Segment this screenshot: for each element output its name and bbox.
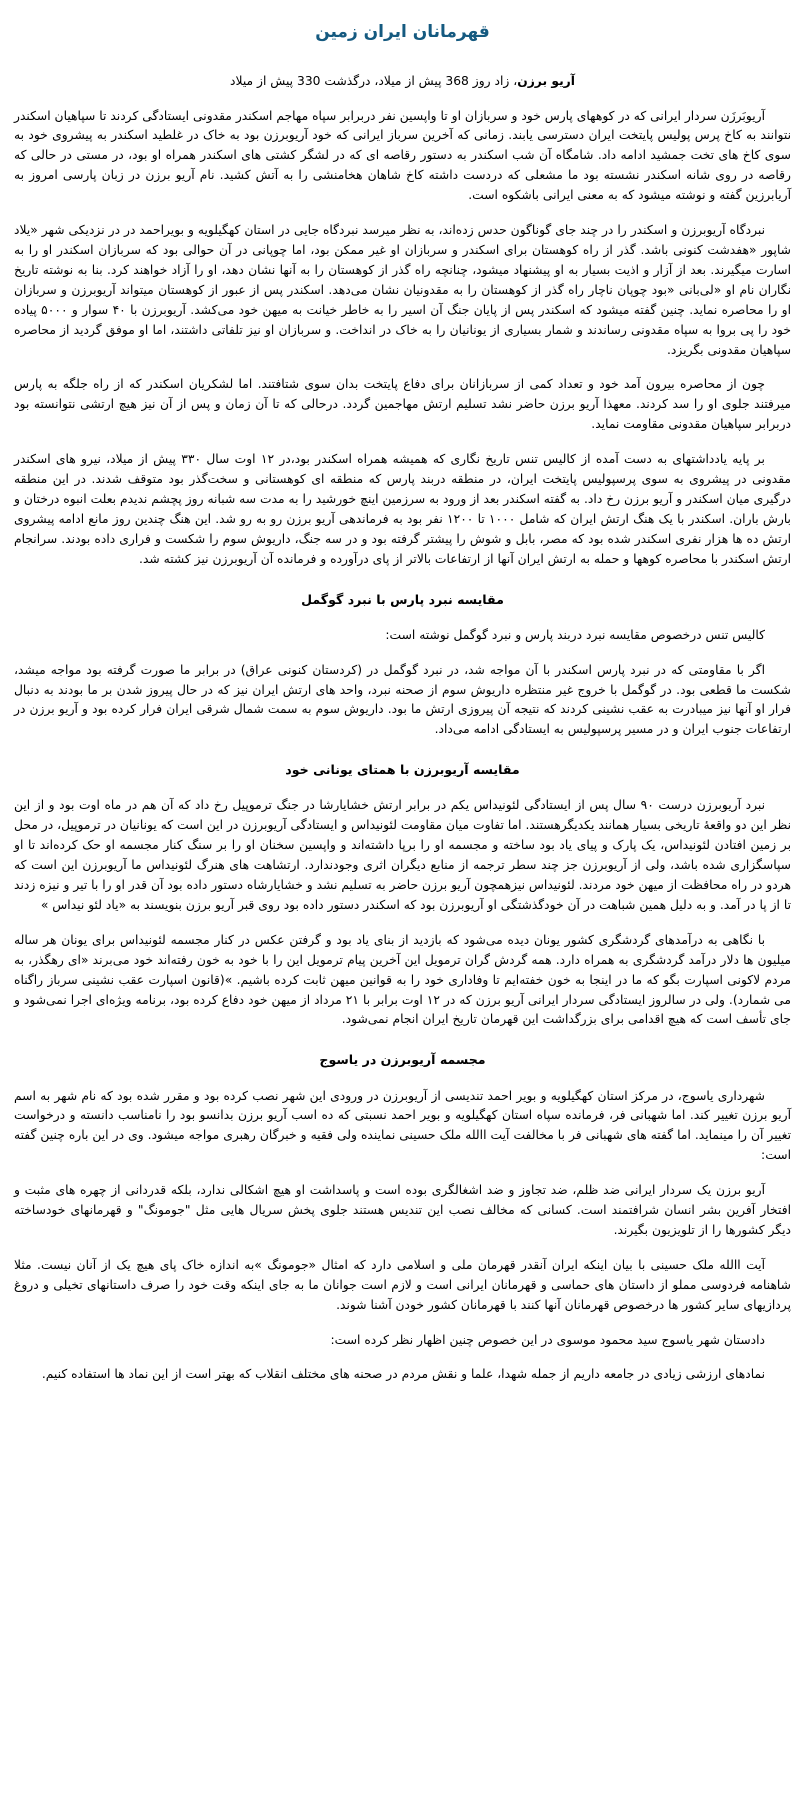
paragraph-callisthenes-quote-intro: کالیس تنس درخصوص مقایسه نبرد دربند پارس و نبرد گوگمل نوشته است: — [385, 627, 765, 642]
paragraph-statue-municipality: شهرداری یاسوج، در مرکز استان کهگیلویه و بویر احمد تندیسی از آریوبرزن در ورودی این شهر نصب کرده بود و مقرر شده بود که نام شهر به اسم آریو برزن تغییر کند. اما شهبانی فر، فرمانده سپاه استان کهگیلویه و بویر احمد نسبتی که ده اسب آریو برزن بدانسو بود را نامناسب دانسته و درخواست تغییر آن را مینماید. اما گفته های شهبانی فر با مخالفت آیت االله ملک حسینی نماینده ولی فقیه و خبرگان رهبری مواجه میشود. وی در این باره چنین گفته است: — [14, 1088, 791, 1163]
paragraph-prosecutor-statement: نمادهای ارزشی زیادی در جامعه داریم از جمله شهدا، علما و نقش مردم در صحنه های مختلف انقلاب که بهتر است از این نماد ها استفاده کنیم. — [41, 1367, 765, 1382]
paragraph-battlefield: نبردگاه آریوبرزن و اسکندر را در چند جای گوناگون حدس زده‌اند، به نظر میرسد نبردگاه جایی در استان کهگیلویه و بویراحمد در در نزدیکی شهر «یلاد شاپور «هفدشت کنونی باشد. گذر از راه کوهستان برای اسکندر و سربازان او غیر ممکن بود، اما چوپانی در آن حوالی بود که سربازان اسکندر او را به اسارت میگیرند. بعد از آزار و اذیت بسیار به او پیشنهاد میشود، چنانچه راه گذر از کوهستان را به آنها نشان دهد، او را آزاد خواهند کرد. بنا به نوشته تاریخ نگاران نام او «لی‌بانی «بود چوپان ناچار راه گذر از کوهستان را به مقدونیان نشان می‌دهد. اسکندر پس از عبور از کوهستان میتواند آریوبرزن و سربازان او را محاصره نماید. چنین گفته میشود که اسکندر پس از پایان جنگ آن اسیر را به خاطر خیانت به میهن خود می‌کشد. آریوبرزن با ۴۰ سوار و ۵۰۰۰ پیاده خود را پی بروا به سپاه مقدونی رساندند و شمار بسیاری از یونانیان را به خاک در انداخت. و سربازان او نیز تلفاتی داشتند، اما او موفق گردید از محاصره سپاهیان مقدونی بگریزد. — [14, 223, 791, 357]
paragraph-intro: آریوبَرزَن سردار ایرانی که در کوههای پارس خود و سربازان او تا واپسین نفر دربرابر سپاه مهاجم اسکندر مقدونی ایستادگی کردند تا سپاهیان اسکندر نتوانند به کاخ پرس پولیس پایتخت ایران دسترسی یابند. زمانی که آخرین سرباز ایرانی که خود آریوبرزن بود به خاک در غلطید اسکندر به پیشروی خود به سوی کاخ های تخت جمشید ادامه داد. شامگاه آن شب اسکندر به دستور رقاصه ای که در لشگر کشتی های اسکندر همراه او بود، در مستی در حالی که رقاصه در روی شانه اسکندر نشسته بود ما مشعلی که دردست داشته کاخ شاهان هخامنشی را به آتش کشید. نام آریو برزن در زبان پارسی امروز به آریابرزین گفته و نوشته میشود که به معنی ایرانی باشکوه است. — [14, 108, 791, 203]
paragraph-cleric-followup: آیت االله ملک حسینی با بیان اینکه ایران آنقدر قهرمان ملی و اسلامی دارد که امثال «جومونگ »به اندازه خاک پای هیچ یک از آنان نیست. مثلا شاهنامه فردوسی مملو از داستان های حماسی و قهرمانان ایرانی است و لازم است جوانان ما به جای اینکه وقت خود را صرف داستانهای تخیلی و دروغ پردازیهای سایر کشور ها درخصوص قهرمانان آنها کنند با قهرمانان کشور خودن آشنا شوند. — [14, 1257, 791, 1312]
paragraph-siege-escape: چون از محاصره بیرون آمد خود و تعداد کمی از سربازانان برای دفاع پایتخت بدان سوی شتافتند. اما لشکریان اسکندر که از راه جلگه به پارس میرفتند جلوی او را سد کردند. معهذا آریو برزن حاضر نشد تسلیم ارتش مهاجمین گردد. درحالی که تا آن زمان و پس از آن نیز هیچ ارتشی نتوانسته بود دربرابر سپاهیان مقدونی مقاومت نماید. — [14, 377, 791, 432]
paragraph-gaugamela-comparison: اگر با مقاومتی که در نبرد پارس اسکندر با آن مواجه شد، در نبرد گوگمل در (کردستان کنونی عراق) در برابر ما صورت گرفته بود مواجه میشد، شکست ما قطعی بود. در گوگمل با خروج غیر منتظره داریوش سوم از صحنه نبرد، واحد های ارتش ایران نیز که در حال پیروز شدن بر ما بودند به دنبال فرار او آنها نیز میبادرت به عقب نشینی کردند که نتیجه آن پیروزی ارتش ما بود. داریوش سوم به سمت شمال شرقی ایران فرار کرده بود و آریو برزن در ارتفاعات جنوب ایران و در مسیر پرسپولیس به ایستادگی ادامه می‌داد. — [14, 662, 791, 737]
paragraph-leonidas-comparison: نبرد آریوبرزن درست ۹۰ سال پس از ایستادگی لئونیداس یکم در برابر ارتش خشایارشا در جنگ ترموپیل رخ داد که آن هم در ماه اوت بود و از این نظر این دو واقعهٔ تاریخی بسیار همانند یکدیگرهستند. اما تفاوت میان مقاومت لئونیداس و ایستادگی آریوبرزن در این است که یونانیان در ترموپیل، در محل بر زمین افتادن لئونیداس، یک پارک و پیای یاد بود ساخته و مجسمه او را برپا داشته‌اند و واپسین سخنان او را بر سنگ کنار مجسمه او حک کرده‌اند تا او سپاسگزاری شده باشد، ولی از آریوبرزن جز چند سطر ترجمه از منابع دیگران اثری وجودندارد. ارتشاهت های هنرگ لئونیداس ما آریوبرزن این است که هردو در راه محافظت از میهن خود مردند. لئونیداس نیزهمچون آریو برزن حاضر به تسلیم نشد و خشایارشاه دستور داده بود آن قدر او را با تیر و نیزه زدند تا از پا در آمد. و به دلیل همین شباهت در آن خودگذشتگی او آریوبرزن بود که اسکندر دستور داده بود روی قبر آریو برزن بنویسند به «یاد لئو نیداس » — [14, 798, 791, 912]
paragraph-prosecutor-intro: دادستان شهر یاسوج سید محمود موسوی در این خصوص چنین اظهار نظر کرده است: — [330, 1332, 765, 1347]
page-title: قهرمانان ایران زمین — [315, 22, 490, 42]
paragraph-cleric-statement: آریو برزن یک سردار ایرانی ضد ظلم، ضد تجاوز و ضد اشغالگری بوده است و پاسداشت او هیچ اشکالی ندارد، بلکه قدردانی از چهره های مثبت و افتخار آفرین بشر انسان شرافتمند است. کسانی که مخالف نصب این تندیس هستند جلوی پخش سریال هایی مثل "جومونگ" و قهرمانهای خودساخته دیگر کشورها را از تلویزیون بگیرند. — [14, 1183, 791, 1237]
paragraph-tourism-revenue: با نگاهی به درآمدهای گردشگری کشور یونان دیده می‌شود که بازدید از بنای یاد بود و گرفتن عکس در کنار مجسمه لئونیداس برای یونان هر ساله میلیون ها دلار درآمد گردشگری به همراه دارد. همه گردش گران ترمویل این آخرین پیام ترمویل این را با خود به خون رفته‌اند خود می‌برند «ای رهگذر، به مردم لاکونی اسپارت بگو که ما در اینجا به خون خفته‌ایم تا وفاداری خود را به قوانین میهن ثابت کرده باشیم. »(قانون اسپارت عقب نشینی سرباز راگناه می شمارد). ولی در سالروز ایستادگی سردار ایرانی آریو برزن که در ۱۲ اوت برابر با ۲۱ مرداد از میهن خود دفاع کرده بود، برنامه ویژه‌ای اجرا نمی‌شود و جای تأسف است که هیچ اقدامی برای بزرگداشت این قهرمان تاریخ ایران انجام نمی‌شود. — [14, 932, 791, 1027]
heading-statue-yasuj: مجسمه آریوبرزن در یاسوج — [319, 1052, 486, 1068]
lead-line — [10, 72, 795, 91]
heading-comparison-greek: مقایسه آریوبرزن با همتای یونانی خود — [285, 762, 520, 778]
heading-comparison-gaugamela: مقایسه نبرد پارس با نبرد گوگمل — [301, 591, 504, 607]
lead-subject-name: آریو برزن — [517, 73, 575, 88]
lead-dates: ، زاد روز 368 پیش از میلاد، درگذشت 330 پیش از میلاد — [230, 73, 518, 88]
paragraph-callisthenes-notes: بر پایه یادداشتهای به دست آمده از کالیس تنس تاریخ نگاری که همیشه همراه اسکندر بود،در ۱۲ اوت سال ۳۳۰ پیش از میلاد، نیرو های اسکندر مقدونی در پیشروی به سوی پرسپولیس پایتخت ایران، در منطقه دربند پارس که منطقه ای کوهستانی و سخت‌گذر بود متوقف شدند. در این منطقه درگیری میان اسکندر و آریو برزن رخ داد. به گفته اسکندر بعد از ورود به سرزمین اینچ خورشید را به مدت سه شبانه روز پچشم ندیدم بعلت انبوه درختان و بارش باران. اسکندر با یک هنگ ارتش ایران که شامل ۱۰۰۰ تا ۱۲۰۰ نفر بود به فرماندهی آریو برزن رو به رو شد. این هنگ چندین روز مانع ادامه پیشروی ارتش ده ها هزار نفری اسکندر شده بود که مصر، بابل و شوش را پیشتر گرفته بود و در سه جنگ، داریوش سوم را شکست و فراری داده بودند. سرانجام ارتش اسکندر با محاصره کوهها و حمله به ارتش ایران آنها از ارتفاعات بالاتر از پای درآورده و فرمانده آن آریوبرزن نیز کشته شد. — [14, 452, 791, 566]
